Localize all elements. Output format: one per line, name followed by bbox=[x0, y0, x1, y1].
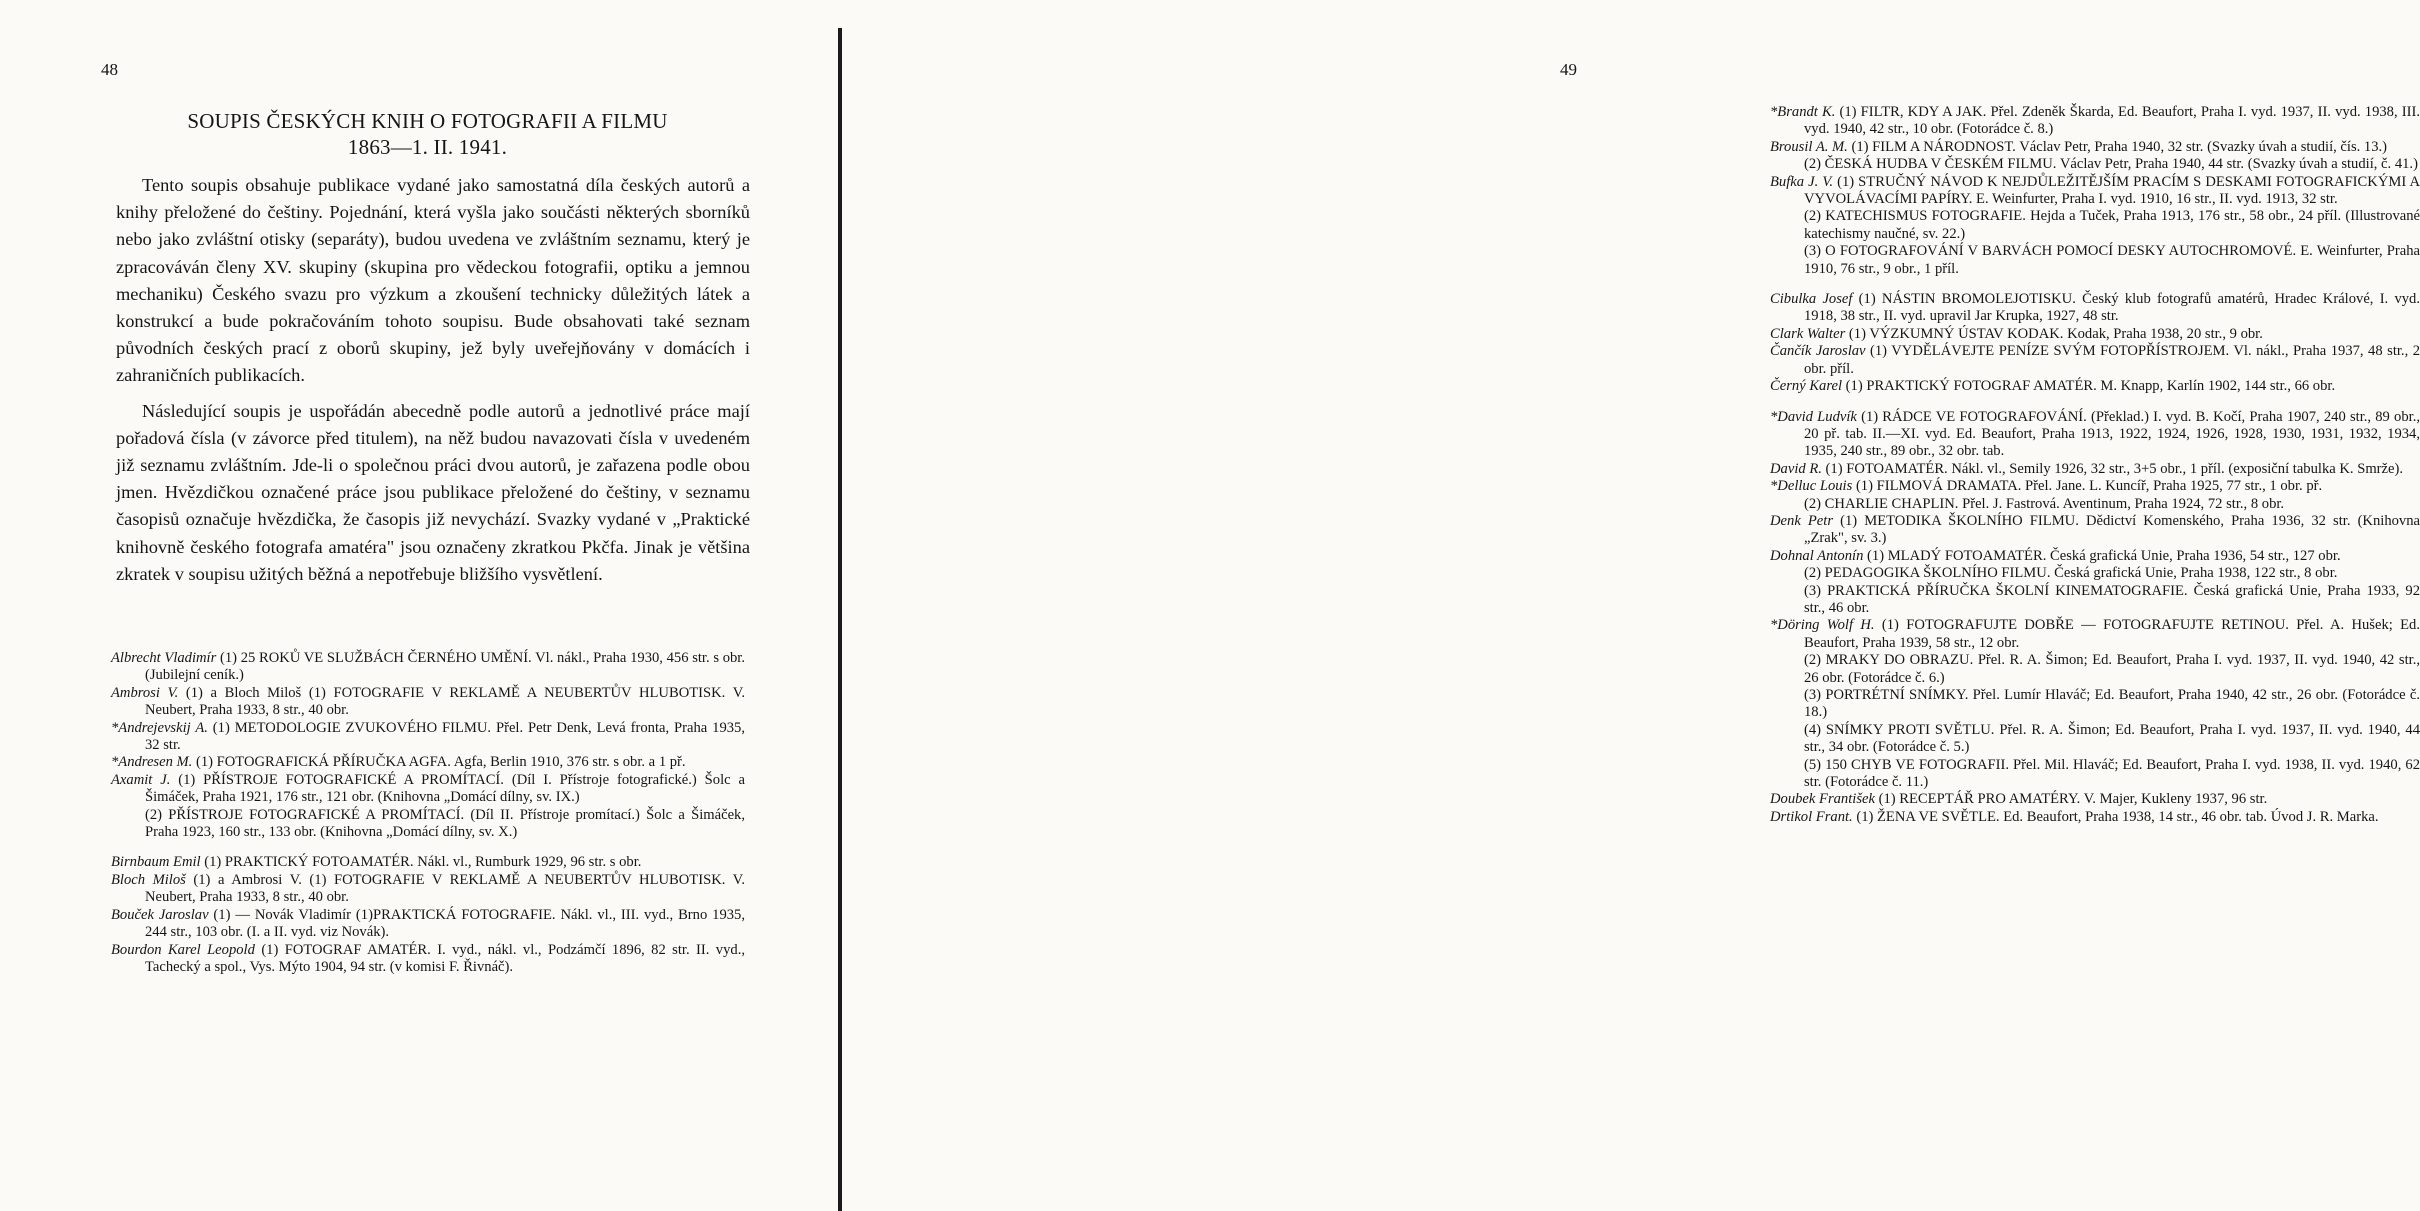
entry-text: (2) PŘÍSTROJE FOTOGRAFICKÉ A PROMÍTACÍ. (Díl II. Přístroje promítací.) Šolc a Šimáček, Praha 1923, 160 str., 133 obr. (Knihovna „Domácí dílny, sv. X.) bbox=[145, 806, 745, 841]
entry-text: (1) a Ambrosi V. (1) FOTOGRAFIE V REKLAMĚ A NEUBERTŮV HLUBOTISK. V. Neubert, Praha 1933, 8 str., 40 obr. bbox=[145, 871, 745, 906]
bibliography-entry bbox=[1770, 513, 2420, 548]
entry-author: *Andresen M. bbox=[111, 754, 193, 771]
entry-group bbox=[1770, 291, 2420, 395]
page-number-left: 48 bbox=[101, 60, 118, 79]
bibliography-entry bbox=[111, 685, 745, 720]
bibliography-entry bbox=[1770, 583, 2420, 618]
entry-author: Birnbaum Emil bbox=[111, 854, 201, 871]
bibliography-entry bbox=[1770, 687, 2420, 722]
entry-text: (1) RÁDCE VE FOTOGRAFOVÁNÍ. (Překlad.) I. vyd. B. Kočí, Praha 1907, 240 str., 89 obr., 20 př. tab. II.—XI. vyd. Ed. Beaufort, Praha 1913, 1922, 1924, 1926, 1928, 1930, 1931, 1932, 1934, 1935, 240 str., 89 obr., 32 obr. tab. bbox=[1804, 408, 2420, 460]
entry-text: (1) METODOLOGIE ZVUKOVÉHO FILMU. Přel. Petr Denk, Levá fronta, Praha 1935, 32 str. bbox=[145, 719, 745, 754]
entry-author: Ambrosi V. bbox=[111, 684, 179, 701]
entry-author: Bouček Jaroslav bbox=[111, 906, 209, 923]
entry-text: (2) PEDAGOGIKA ŠKOLNÍHO FILMU. Česká grafická Unie, Praha 1938, 122 str., 8 obr. bbox=[1804, 565, 2338, 582]
bibliography-entry bbox=[1770, 243, 2420, 278]
bibliography-entry bbox=[1770, 461, 2420, 478]
entry-text: (1) PRAKTICKÝ FOTOGRAF AMATÉR. M. Knapp, Karlín 1902, 144 str., 66 obr. bbox=[1842, 378, 2336, 395]
right-page bbox=[848, 0, 2420, 1211]
entry-author: Drtikol Frant. bbox=[1770, 808, 1853, 825]
entry-text: (1) FOTOGRAFUJTE DOBŘE — FOTOGRAFUJTE RETINOU. Přel. A. Hušek; Ed. Beaufort, Praha 1939, 58 str., 12 obr. bbox=[1804, 617, 2420, 651]
bibliography-entry bbox=[1770, 156, 2420, 173]
bibliography-entry bbox=[1770, 174, 2420, 209]
bibliography-entry bbox=[1770, 104, 2420, 139]
bibliography-entry bbox=[1770, 378, 2420, 395]
bibliography-entry bbox=[1770, 565, 2420, 582]
intro-text bbox=[116, 172, 750, 596]
title-line-1: SOUPIS ČESKÝCH KNIH O FOTOGRAFII A FILMU bbox=[187, 109, 668, 133]
entry-author: Čančík Jaroslav bbox=[1770, 343, 1866, 360]
entry-text: (1) FILMOVÁ DRAMATA. Přel. Jane. L. Kuncíř, Praha 1925, 77 str., 1 obr. př. bbox=[1852, 478, 2323, 495]
entry-text: (1) — Novák Vladimír (1)PRAKTICKÁ FOTOGRAFIE. Nákl. vl., III. vyd., Brno 1935, 244 str., 103 obr. (I. a II. vyd. viz Novák). bbox=[145, 906, 745, 941]
entry-text: (1) VYDĚLÁVEJTE PENÍZE SVÝM FOTOPŘÍSTROJEM. Vl. nákl., Praha 1937, 48 str., 2 obr. příl. bbox=[1804, 343, 2420, 377]
bibliography-entry bbox=[111, 772, 745, 807]
entry-author: Cibulka Josef bbox=[1770, 291, 1853, 308]
entry-text: (1) NÁSTIN BROMOLEJOTISKU. Český klub fotografů amatérů, Hradec Králové, I. vyd. 1918, 38 str., II. vyd. upravil Jar Krupka, 1927, 48 str. bbox=[1804, 291, 2420, 325]
entry-author: Clark Walter bbox=[1770, 325, 1846, 342]
bibliography-entry bbox=[1770, 757, 2420, 792]
bibliography-entry bbox=[1770, 809, 2420, 826]
entry-text: (2) KATECHISMUS FOTOGRAFIE. Hejda a Tuček, Praha 1913, 176 str., 58 obr., 24 příl. (Illustrované katechismy naučné, sv. 22.) bbox=[1804, 208, 2420, 242]
entry-author: *Döring Wolf H. bbox=[1770, 617, 1875, 634]
entry-text: (3) O FOTOGRAFOVÁNÍ V BARVÁCH POMOCÍ DESKY AUTOCHROMOVÉ. E. Weinfurter, Praha 1910, 76 str., 9 obr., 1 příl. bbox=[1804, 243, 2420, 277]
bibliography-entry bbox=[1770, 139, 2420, 156]
entry-group bbox=[1770, 409, 2420, 827]
entry-group bbox=[111, 650, 745, 841]
entry-author: David R. bbox=[1770, 460, 1822, 477]
entry-text: (1) FOTOGRAF AMATÉR. I. vyd., nákl. vl., Podzámčí 1896, 82 str. II. vyd., Tachecký a spol., Vys. Mýto 1904, 94 str. (v komisi F. Řivnáč). bbox=[145, 941, 745, 975]
bibliography-entry bbox=[1770, 652, 2420, 687]
entry-author: Denk Petr bbox=[1770, 512, 1834, 529]
bibliography-entry bbox=[111, 807, 745, 842]
entry-text: (1) FOTOAMATÉR. Nákl. vl., Semily 1926, 32 str., 3+5 obr., 1 příl. (exposiční tabulka K. Smrže). bbox=[1821, 460, 2404, 477]
bibliography-entry bbox=[1770, 326, 2420, 343]
entry-author: Doubek František bbox=[1770, 791, 1875, 808]
entry-text: (3) PRAKTICKÁ PŘÍRUČKA ŠKOLNÍ KINEMATOGRAFIE. Česká grafická Unie, Praha 1933, 92 str., 46 obr. bbox=[1804, 582, 2420, 616]
entry-author: Bufka J. V. bbox=[1770, 173, 1834, 190]
entry-text: (1) RECEPTÁŘ PRO AMATÉRY. V. Majer, Kukleny 1937, 96 str. bbox=[1874, 791, 2268, 808]
entry-author: *David Ludvík bbox=[1770, 408, 1857, 425]
entry-text: (1) FILM A NÁRODNOST. Václav Petr, Praha 1940, 32 str. (Svazky úvah a studií, čís. 13.) bbox=[1847, 138, 2388, 155]
page-gutter bbox=[838, 28, 842, 1211]
entry-text: (2) CHARLIE CHAPLIN. Přel. J. Fastrová. Aventinum, Praha 1924, 72 str., 8 obr. bbox=[1804, 495, 2285, 512]
entry-text: (1) 25 ROKŮ VE SLUŽBÁCH ČERNÉHO UMĚNÍ. Vl. nákl., Praha 1930, 456 str. s obr. (Jubilejní ceník.) bbox=[145, 650, 745, 684]
bibliography-entry bbox=[1770, 496, 2420, 513]
entry-text: (5) 150 CHYB VE FOTOGRAFII. Přel. Mil. Hlaváč; Ed. Beaufort, Praha I. vyd. 1938, II. vyd. 1940, 62 str. (Fotorádce č. 11.) bbox=[1804, 756, 2420, 791]
entry-author: *Andrejevskij A. bbox=[111, 719, 208, 736]
bibliography-entry bbox=[111, 650, 745, 685]
entry-author: Brousil A. M. bbox=[1770, 138, 1848, 155]
page-number-right: 49 bbox=[1560, 60, 1577, 79]
entry-text: (2) ČESKÁ HUDBA V ČESKÉM FILMU. Václav Petr, Praha 1940, 44 str. (Svazky úvah a studií, č. 41.) bbox=[1804, 156, 2418, 173]
title-line-2: 1863—1. II. 1941. bbox=[347, 135, 508, 159]
bibliography-entry bbox=[111, 942, 745, 977]
entry-text: (1) PŘÍSTROJE FOTOGRAFICKÉ A PROMÍTACÍ. (Díl I. Přístroje fotografické.) Šolc a Šimáček, Praha 1921, 176 str., 121 obr. (Knihovna „Domácí dílny, sv. IX.) bbox=[145, 771, 745, 806]
entry-author: Axamit J. bbox=[111, 771, 171, 788]
bibliography-entry bbox=[111, 872, 745, 907]
bibliography-entry bbox=[1770, 343, 2420, 378]
bibliography-entry bbox=[111, 720, 745, 755]
entry-text: (3) PORTRÉTNÍ SNÍMKY. Přel. Lumír Hlaváč; Ed. Beaufort, Praha 1940, 42 str., 26 obr. (Fotorádce č. 18.) bbox=[1804, 687, 2420, 721]
entry-text: (1) FILTR, KDY A JAK. Přel. Zdeněk Škarda, Ed. Beaufort, Praha I. vyd. 1937, II. vyd. 1938, III. vyd. 1940, 42 str., 10 obr. (Fotorádce č. 8.) bbox=[1804, 104, 2420, 138]
entry-text: (1) a Bloch Miloš (1) FOTOGRAFIE V REKLAMĚ A NEUBERTŮV HLUBOTISK. V. Neubert, Praha 1933, 8 str., 40 obr. bbox=[145, 684, 745, 719]
entry-text: (1) ŽENA VE SVĚTLE. Ed. Beaufort, Praha 1938, 14 str., 46 obr. tab. Úvod J. R. Marka. bbox=[1852, 808, 2379, 825]
bibliography-entry bbox=[111, 854, 745, 871]
entry-author: *Brandt K. bbox=[1770, 104, 1836, 120]
bibliography-list-right bbox=[1770, 104, 2420, 839]
entry-group bbox=[111, 854, 745, 976]
entry-author: Bourdon Karel Leopold bbox=[111, 941, 255, 958]
entry-author: Albrecht Vladimír bbox=[111, 650, 217, 666]
entry-text: (1) VÝZKUMNÝ ÚSTAV KODAK. Kodak, Praha 1938, 20 str., 9 obr. bbox=[1845, 325, 2263, 342]
entry-text: (2) MRAKY DO OBRAZU. Přel. R. A. Šimon; Ed. Beaufort, Praha I. vyd. 1937, II. vyd. 1940, 42 str., 26 obr. (Fotorádce č. 6.) bbox=[1804, 652, 2420, 686]
entry-text: (1) PRAKTICKÝ FOTOAMATÉR. Nákl. vl., Rumburk 1929, 96 str. s obr. bbox=[200, 854, 642, 871]
page-title bbox=[115, 108, 740, 160]
entry-text: (4) SNÍMKY PROTI SVĚTLU. Přel. R. A. Šimon; Ed. Beaufort, Praha I. vyd. 1937, II. vyd. 1940, 44 str., 34 obr. (Fotorádce č. 5.) bbox=[1804, 721, 2420, 756]
bibliography-entry bbox=[1770, 409, 2420, 461]
entry-text: (1) STRUČNÝ NÁVOD K NEJDŮLEŽITĚJŠÍM PRACÍM S DESKAMI FOTOGRAFICKÝMI A VYVOLÁVACÍMI PAPÍRY. E. Weinfurter, Praha I. vyd. 1910, 16 str., II. vyd. 1913, 32 str. bbox=[1804, 173, 2420, 208]
intro-paragraph: Tento soupis obsahuje publikace vydané jako samostatná díla českých autorů a knihy přeložené do češtiny. Pojednání, která vyšla jako součásti některých sborníků nebo jako zvláštní otisky (separáty), budou uvedena ve zvláštním seznamu, který je zpracováván členy XV. skupiny (skupina pro vědeckou fotografii, optiku a jemnou mechaniku) Českého svazu pro výzkum a zkoušení technicky důležitých látek a konstrukcí a bude pokračováním tohoto soupisu. Bude obsahovati také seznam původních českých prací z oborů skupiny, jež byly uveřejňovány v domácích i zahraničních publikacích. bbox=[116, 175, 750, 386]
entry-group bbox=[1770, 104, 2420, 278]
entry-text: (1) FOTOGRAFICKÁ PŘÍRUČKA AGFA. Agfa, Berlin 1910, 376 str. s obr. a 1 př. bbox=[192, 754, 686, 771]
intro-paragraph: Následující soupis je uspořádán abecedně podle autorů a jednotlivé práce mají pořadová čísla (v závorce před titulem), na něž budou navazovati čísla v uvedeném již seznamu zvláštním. Jde-li o společnou práci dvou autorů, je zařazena podle obou jmen. Hvězdičkou označené práce jsou publikace přeložené do češtiny, v seznamu časopisů označuje hvězdička, že časopis již nevychází. Svazky vydané v „Praktické knihovně českého fotografa amatéra" jsou označeny zkratkou Pkčfa. Jinak je většina zkratek v soupisu užitých běžná a nepotřebuje bližšího vysvětlení. bbox=[116, 400, 750, 584]
entry-text: (1) MLADÝ FOTOAMATÉR. Česká grafická Unie, Praha 1936, 54 str., 127 obr. bbox=[1863, 547, 2341, 564]
bibliography-entry bbox=[1770, 617, 2420, 652]
entry-text: (1) METODIKA ŠKOLNÍHO FILMU. Dědictví Komenského, Praha 1936, 32 str. (Knihovna „Zrak", sv. 3.) bbox=[1804, 512, 2420, 547]
bibliography-entry bbox=[111, 754, 745, 771]
entry-author: *Delluc Louis bbox=[1770, 478, 1853, 495]
bibliography-entry bbox=[1770, 291, 2420, 326]
entry-author: Dohnal Antonín bbox=[1770, 547, 1864, 564]
bibliography-entry bbox=[1770, 791, 2420, 808]
entry-author: Černý Karel bbox=[1770, 378, 1843, 395]
bibliography-list-left bbox=[111, 650, 745, 989]
bibliography-entry bbox=[1770, 548, 2420, 565]
bibliography-entry bbox=[1770, 722, 2420, 757]
left-page bbox=[0, 0, 838, 1211]
bibliography-entry bbox=[1770, 478, 2420, 495]
bibliography-entry bbox=[1770, 208, 2420, 243]
entry-author: Bloch Miloš bbox=[111, 871, 186, 888]
bibliography-entry bbox=[111, 907, 745, 942]
